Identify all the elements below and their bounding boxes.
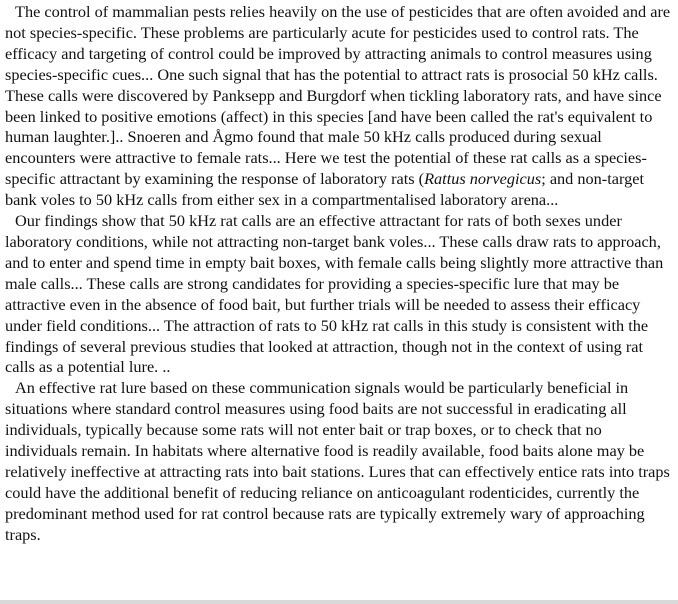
quoted-text-block [5, 2, 672, 546]
paragraph-1-text-end: ; and non-target bank voles to 50 kHz calls from either sex in a compartmentalised laboratory arena... [5, 169, 645, 210]
paragraph-3: An effective rat lure based on these communication signals would be particularly beneficial in situations where standard control measures using food baits are not successful in eradicating all individuals, typically because some rats will not enter bait or trap boxes, or to check that no individuals remain. In habitats where alternative food is readily available, food baits alone may be relatively ineffective at attracting rats into bait stations. Lures that can effectively entice rats into traps could have the additional benefit of reducing reliance on anticoagulant rodenticides, currently the predominant method used for rat control because rats are typically extremely wary of approaching traps. [5, 378, 670, 544]
paragraph-2: Our findings show that 50 kHz rat calls are an effective attractant for rats of both sexes under laboratory conditions, while not attracting non-target bank voles... These calls draw rats to approach, and to enter and spend time in empty bait boxes, with female calls being slightly more attractive than male calls... These calls are strong candidates for providing a species-specific lure that may be attractive even in the absence of food bait, but further trials will be needed to assess their efficacy under field conditions... The attraction of rats to 50 kHz rat calls in this study is consistent with the findings of several previous studies that looked at attraction, though not in the context of using rat calls as a potential lure. .. [5, 211, 664, 377]
paragraph-1 [5, 2, 672, 211]
paragraph-1-text-start: The control of mammalian pests relies heavily on the use of pesticides that are often avoided and are not species-specific. These problems are particularly acute for pesticides used to control rats. The efficacy and targeting of control could be improved by attracting animals to control measures using species-specific cues... One such signal that has the potential to attract rats is prosocial 50 kHz calls. These calls were discovered by Panksepp and Burgdorf when tickling laboratory rats, and have since been linked to positive emotions (affect) in this species [and have been called the rat's equivalent to human laughter.].. Snoeren and Ågmo found that male 50 kHz calls produced during sexual encounters were attractive to female rats... Here we test the potential of these rat calls as a species-specific attractant by examining the response of laboratory rats ( [5, 2, 671, 189]
bottom-divider [0, 600, 678, 604]
species-name-italic: Rattus norvegicus [424, 169, 542, 189]
